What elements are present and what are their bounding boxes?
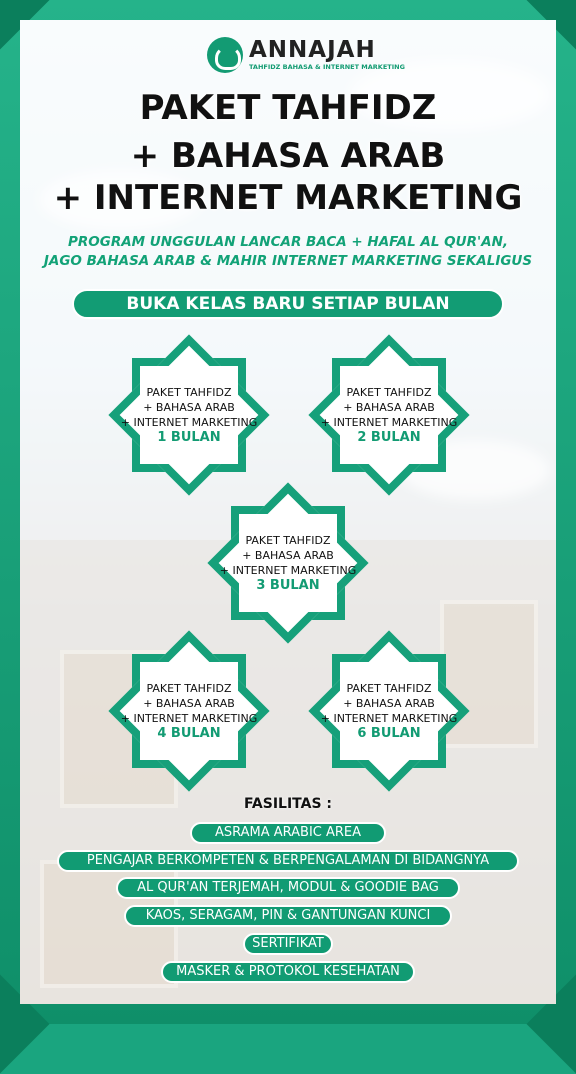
package-line-1: PAKET TAHFIDZ — [346, 386, 432, 399]
subtitle-line-1: PROGRAM UNGGULAN LANCAR BACA + HAFAL AL QUR'AN, — [67, 234, 508, 250]
annajah-logo-icon — [207, 37, 243, 73]
package-card-2-months[interactable] — [314, 340, 464, 490]
package-line-1: PAKET TAHFIDZ — [245, 534, 331, 547]
facility-item: MASKER & PROTOKOL KESEHATAN — [161, 961, 415, 983]
package-duration: 4 BULAN — [157, 726, 221, 741]
package-line-2: + BAHASA ARAB — [143, 401, 235, 414]
package-line-3: + INTERNET MARKETING — [120, 416, 258, 429]
package-line-3: + INTERNET MARKETING — [120, 712, 258, 725]
facility-item: KAOS, SERAGAM, PIN & GANTUNGAN KUNCI — [124, 905, 452, 927]
package-card-6-months[interactable] — [314, 636, 464, 786]
facility-item: SERTIFIKAT — [243, 933, 333, 955]
package-line-2: + BAHASA ARAB — [242, 549, 334, 562]
new-class-banner: BUKA KELAS BARU SETIAP BULAN — [72, 289, 504, 319]
package-duration: 1 BULAN — [157, 430, 221, 445]
package-card-4-months[interactable] — [114, 636, 264, 786]
headline-line-2: + BAHASA ARAB — [130, 136, 446, 176]
package-line-2: + BAHASA ARAB — [343, 401, 435, 414]
headline-line-3: + INTERNET MARKETING — [53, 178, 523, 218]
package-line-3: + INTERNET MARKETING — [320, 712, 458, 725]
headline-line-1: PAKET TAHFIDZ — [139, 88, 437, 128]
package-card-3-months[interactable] — [213, 488, 363, 638]
package-line-3: + INTERNET MARKETING — [320, 416, 458, 429]
facility-item: PENGAJAR BERKOMPETEN & BERPENGALAMAN DI BIDANGNYA — [57, 850, 519, 872]
package-line-1: PAKET TAHFIDZ — [346, 682, 432, 695]
package-duration: 3 BULAN — [256, 578, 320, 593]
package-line-2: + BAHASA ARAB — [143, 697, 235, 710]
package-duration: 2 BULAN — [357, 430, 421, 445]
package-card-1-month[interactable] — [114, 340, 264, 490]
brand-tagline: TAHFIDZ BAHASA & INTERNET MARKETING — [249, 63, 405, 71]
subtitle-line-2: JAGO BAHASA ARAB & MAHIR INTERNET MARKETING SEKALIGUS — [43, 253, 533, 269]
package-line-1: PAKET TAHFIDZ — [146, 386, 232, 399]
facility-item: AL QUR'AN TERJEMAH, MODUL & GOODIE BAG — [116, 877, 460, 899]
brand-logo — [207, 37, 405, 73]
subtitle — [0, 233, 576, 271]
package-line-2: + BAHASA ARAB — [343, 697, 435, 710]
package-line-3: + INTERNET MARKETING — [219, 564, 357, 577]
brand-name: ANNAJAH — [249, 37, 376, 63]
facility-item: ASRAMA ARABIC AREA — [190, 822, 386, 844]
package-line-1: PAKET TAHFIDZ — [146, 682, 232, 695]
facilities-title: FASILITAS : — [243, 796, 333, 812]
package-duration: 6 BULAN — [357, 726, 421, 741]
